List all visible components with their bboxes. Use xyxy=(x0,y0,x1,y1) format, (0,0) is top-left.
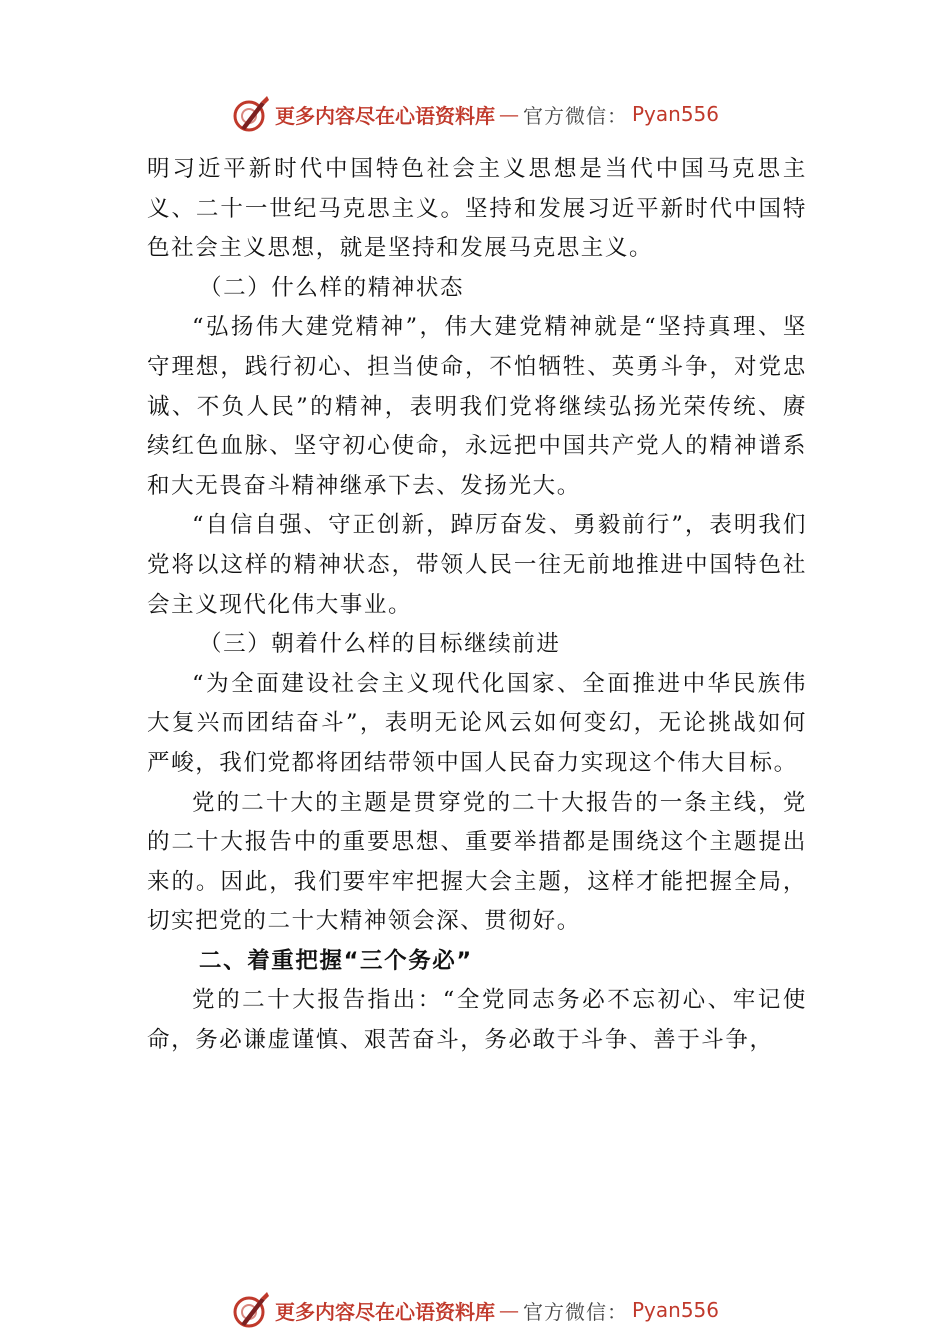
brush-logo-icon xyxy=(231,1290,271,1330)
banner-dash: — xyxy=(498,102,519,126)
paragraph: “自信自强、守正创新，踔厉奋发、勇毅前行”，表明我们党将以这样的精神状态，带领人民一往无前地推进中国特色社会主义现代化伟大事业。 xyxy=(147,512,807,618)
banner-label: 官方微信： xyxy=(522,1299,628,1324)
footer-banner xyxy=(0,1288,950,1332)
paragraph: “为全面建设社会主义现代化国家、全面推进中华民族伟大复兴而团结奋斗”，表明无论风云如何变幻，无论挑战如何严峻，我们党都将团结带领中国人民奋力实现这个伟大目标。 xyxy=(147,670,807,776)
section-subheading: （三）朝着什么样的目标继续前进 xyxy=(199,631,561,658)
paragraph: 明习近平新时代中国特色社会主义思想是当代中国马克思主义、二十一世纪马克思主义。坚持和发展习近平新时代中国特色社会主义思想，就是坚持和发展马克思主义。 xyxy=(147,156,807,262)
paragraph: 党的二十大的主题是贯穿党的二十大报告的一条主线，党的二十大报告中的重要思想、重要举措都是围绕这个主题提出来的。因此，我们要牢牢把握大会主题，这样才能把握全局，切实把党的二十大精神领会深、贯彻好。 xyxy=(147,789,807,935)
paragraph: 党的二十大报告指出：“全党同志务必不忘初心、牢记使命，务必谦虚谨慎、艰苦奋斗，务必敢于斗争、善于斗争， xyxy=(147,987,807,1054)
document-body xyxy=(147,150,807,1061)
banner-label: 官方微信： xyxy=(522,103,628,128)
banner-wechat-id: Pyan556 xyxy=(631,1298,719,1322)
banner-title: 更多内容尽在心语资料库 xyxy=(274,1299,495,1324)
paragraph: “弘扬伟大建党精神”，伟大建党精神就是“坚持真理、坚守理想，践行初心、担当使命，不怕牺牲、英勇斗争，对党忠诚、不负人民”的精神，表明我们党将继续弘扬光荣传统、赓续红色血脉、坚守初心使命，永远把中国共产党人的精神谱系和大无畏奋斗精神继承下去、发扬光大。 xyxy=(147,314,807,499)
brush-logo-icon xyxy=(231,94,271,134)
section-heading: 二、着重把握“三个务必” xyxy=(199,947,473,974)
banner-title: 更多内容尽在心语资料库 xyxy=(274,103,495,128)
banner-dash: — xyxy=(498,1298,519,1322)
header-banner xyxy=(0,92,950,136)
section-subheading: （二）什么样的精神状态 xyxy=(199,274,465,301)
banner-wechat-id: Pyan556 xyxy=(631,102,719,126)
